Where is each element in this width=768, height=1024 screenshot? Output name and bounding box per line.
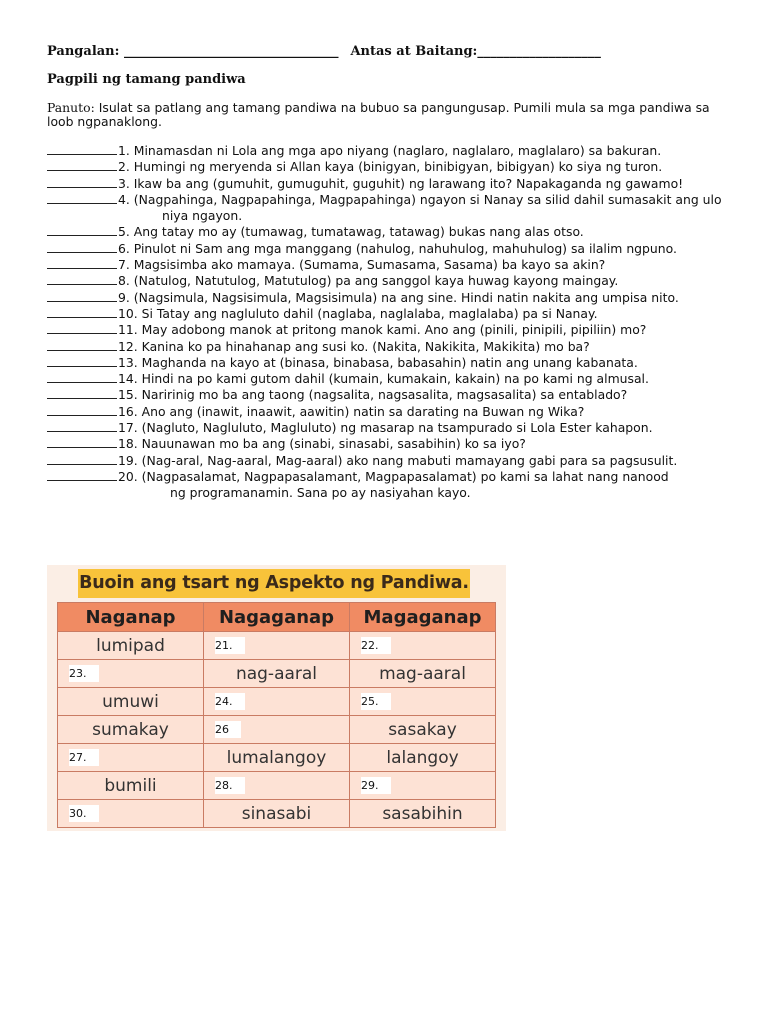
table-header-row bbox=[58, 603, 496, 632]
aspect-table bbox=[57, 602, 496, 828]
answer-number: 30. bbox=[69, 805, 99, 822]
table-row bbox=[58, 632, 496, 660]
question-number: 7. bbox=[118, 257, 134, 273]
answer-blank[interactable] bbox=[47, 291, 117, 302]
question-text: Hindi na po kami gutom dahil (kumain, kumakain, kakain) na po kami ng almusal. bbox=[141, 371, 649, 387]
name-field-label[interactable]: Pangalan: _________________________________ bbox=[47, 44, 339, 59]
question-item bbox=[47, 420, 747, 436]
verb-cell: sasabihin bbox=[350, 800, 496, 828]
question-list bbox=[47, 143, 747, 502]
question-number: 8. bbox=[118, 273, 134, 289]
question-item bbox=[47, 404, 747, 420]
answer-number: 23. bbox=[69, 665, 99, 682]
verb-cell: lumalangoy bbox=[204, 744, 350, 772]
question-item bbox=[47, 355, 747, 371]
answer-number: 27. bbox=[69, 749, 99, 766]
question-item bbox=[47, 224, 747, 240]
chart-title: Buoin ang tsart ng Aspekto ng Pandiwa. bbox=[78, 569, 470, 598]
table-row bbox=[58, 744, 496, 772]
question-item bbox=[47, 436, 747, 452]
question-text: Maghanda na kayo at (binasa, binabasa, babasahin) natin ang unang kabanata. bbox=[141, 354, 638, 370]
question-number: 12. bbox=[118, 338, 142, 354]
answer-blank[interactable] bbox=[47, 405, 117, 416]
question-number: 20. bbox=[118, 468, 142, 484]
question-text: (Nagpahinga, Nagpapahinga, Magpapahinga) ngayon si Nanay sa silid dahil sumasakit ang ulo bbox=[133, 191, 722, 207]
answer-blank[interactable] bbox=[47, 193, 117, 204]
question-item bbox=[47, 387, 747, 403]
header-line bbox=[47, 44, 601, 59]
answer-cell[interactable] bbox=[58, 660, 204, 688]
column-header: Magaganap bbox=[350, 603, 496, 632]
answer-blank[interactable] bbox=[47, 323, 117, 334]
question-text: Pinulot ni Sam ang mga manggang (nahulog, nahuhulog, mahuhulog) sa ilalim ngpuno. bbox=[133, 240, 677, 256]
question-item bbox=[47, 159, 747, 175]
answer-number: 25. bbox=[361, 693, 391, 710]
verb-cell: umuwi bbox=[58, 688, 204, 716]
question-text: (Nagluto, Nagluluto, Magluluto) ng masarap na tsampurado si Lola Ester kahapon. bbox=[141, 420, 653, 436]
answer-blank[interactable] bbox=[47, 144, 117, 155]
question-number: 10. bbox=[118, 305, 142, 321]
verb-cell: nag-aaral bbox=[204, 660, 350, 688]
instructions-text: Isulat sa patlang ang tamang pandiwa na bubuo sa pangungusap. Pumili mula sa mga pandiwa sa loob ngpanaklong. bbox=[47, 100, 710, 129]
question-number: 15. bbox=[118, 387, 142, 403]
question-number: 1. bbox=[118, 143, 134, 158]
question-item bbox=[47, 241, 747, 257]
verb-cell: sasakay bbox=[350, 716, 496, 744]
table-row bbox=[58, 716, 496, 744]
verb-cell: sumakay bbox=[58, 716, 204, 744]
answer-cell[interactable] bbox=[58, 744, 204, 772]
answer-cell[interactable] bbox=[204, 632, 350, 660]
question-item bbox=[47, 322, 747, 338]
question-number: 14. bbox=[118, 371, 142, 387]
question-text: Ano ang (inawit, inaawit, aawitin) natin sa darating na Buwan ng Wika? bbox=[141, 403, 585, 419]
question-item bbox=[47, 176, 747, 192]
column-header: Naganap bbox=[58, 603, 204, 632]
answer-blank[interactable] bbox=[47, 307, 117, 318]
answer-cell[interactable] bbox=[204, 716, 350, 744]
question-number: 11. bbox=[118, 322, 142, 338]
question-item bbox=[47, 192, 747, 208]
answer-blank[interactable] bbox=[47, 242, 117, 253]
question-number: 6. bbox=[118, 240, 134, 256]
question-text: Ang tatay mo ay (tumawag, tumatawag, tatawag) bukas nang alas otso. bbox=[133, 224, 584, 240]
question-text: (Nagsimula, Nagsisimula, Magsisimula) na ang sine. Hindi natin nakita ang umpisa nito. bbox=[133, 289, 679, 305]
question-item bbox=[47, 257, 747, 273]
question-text: May adobong manok at pritong manok kami. Ano ang (pinili, pinipili, pipiliin) mo? bbox=[141, 322, 647, 338]
answer-blank[interactable] bbox=[47, 421, 117, 432]
question-number: 2. bbox=[118, 159, 134, 175]
question-text: Naririnig mo ba ang taong (nagsalita, nagsasalita, magsasalita) sa entablado? bbox=[141, 387, 628, 403]
question-text: Kanina ko pa hinahanap ang susi ko. (Nakita, Nakikita, Makikita) mo ba? bbox=[141, 338, 590, 354]
verb-cell: sinasabi bbox=[204, 800, 350, 828]
answer-blank[interactable] bbox=[47, 340, 117, 351]
question-text: Si Tatay ang nagluluto dahil (naglaba, naglalaba, maglalaba) pa si Nanay. bbox=[141, 305, 598, 321]
question-number: 5. bbox=[118, 224, 134, 240]
answer-blank[interactable] bbox=[47, 454, 117, 465]
question-number: 3. bbox=[118, 175, 134, 191]
answer-cell[interactable] bbox=[58, 800, 204, 828]
answer-number: 24. bbox=[215, 693, 245, 710]
question-text: (Nagpasalamat, Nagpapasalamant, Magpapasalamat) po kami sa lahat nang nanood bbox=[141, 468, 669, 484]
question-number: 17. bbox=[118, 420, 142, 436]
table-row bbox=[58, 800, 496, 828]
question-item bbox=[47, 469, 747, 485]
question-number: 16. bbox=[118, 403, 142, 419]
answer-number: 28. bbox=[215, 777, 245, 794]
table-row bbox=[58, 688, 496, 716]
question-item bbox=[47, 290, 747, 306]
answer-cell[interactable] bbox=[350, 688, 496, 716]
worksheet-title: Pagpili ng tamang pandiwa bbox=[47, 72, 246, 87]
answer-number: 29. bbox=[361, 777, 391, 794]
question-item bbox=[47, 273, 747, 289]
verb-cell: lumipad bbox=[58, 632, 204, 660]
answer-blank[interactable] bbox=[47, 470, 117, 481]
answer-blank[interactable] bbox=[47, 225, 117, 236]
question-number: 19. bbox=[118, 452, 142, 468]
answer-cell[interactable] bbox=[350, 632, 496, 660]
question-continuation: niya ngayon. bbox=[162, 208, 243, 224]
answer-blank[interactable] bbox=[47, 274, 117, 285]
question-item bbox=[47, 339, 747, 355]
question-text: (Natulog, Natutulog, Matutulog) pa ang sanggol kaya huwag kayong maingay. bbox=[133, 273, 619, 289]
question-item bbox=[47, 453, 747, 469]
answer-blank[interactable] bbox=[47, 356, 117, 367]
answer-cell[interactable] bbox=[204, 772, 350, 800]
answer-blank[interactable] bbox=[47, 258, 117, 269]
answer-number: 22. bbox=[361, 637, 391, 654]
answer-blank[interactable] bbox=[47, 388, 117, 399]
question-continuation: ng programanamin. Sana po ay nasiyahan kayo. bbox=[170, 485, 471, 501]
question-text: Minamasdan ni Lola ang mga apo niyang (naglaro, naglalaro, maglalaro) sa bakuran. bbox=[133, 143, 662, 158]
question-text: Humingi ng meryenda si Allan kaya (binigyan, binibigyan, bibigyan) ko siya ng turon. bbox=[133, 159, 663, 175]
question-item bbox=[47, 306, 747, 322]
question-text: (Nag-aral, Nag-aaral, Mag-aaral) ako nang mabuti mamayang gabi para sa pagsusulit. bbox=[141, 452, 678, 468]
answer-number: 26 bbox=[215, 721, 241, 738]
question-number: 9. bbox=[118, 289, 134, 305]
question-number: 13. bbox=[118, 354, 142, 370]
answer-blank[interactable] bbox=[47, 437, 117, 448]
answer-cell[interactable] bbox=[204, 688, 350, 716]
question-text: Ikaw ba ang (gumuhit, gumuguhit, guguhit) ng larawang ito? Napakaganda ng gawamo! bbox=[133, 175, 684, 191]
question-item bbox=[47, 143, 747, 159]
aspect-chart bbox=[47, 565, 506, 831]
instructions-label: Panuto: bbox=[47, 100, 95, 115]
question-item bbox=[47, 371, 747, 387]
answer-blank[interactable] bbox=[47, 177, 117, 188]
table-body bbox=[58, 632, 496, 828]
answer-blank[interactable] bbox=[47, 372, 117, 383]
answer-number: 21. bbox=[215, 637, 245, 654]
answer-cell[interactable] bbox=[350, 772, 496, 800]
verb-cell: lalangoy bbox=[350, 744, 496, 772]
table-row bbox=[58, 660, 496, 688]
column-header: Nagaganap bbox=[204, 603, 350, 632]
question-number: 4. bbox=[118, 191, 134, 207]
answer-blank[interactable] bbox=[47, 160, 117, 171]
verb-cell: mag-aaral bbox=[350, 660, 496, 688]
grade-field-label[interactable]: Antas at Baitang:___________________ bbox=[350, 44, 601, 59]
instructions bbox=[47, 101, 737, 129]
table-row bbox=[58, 772, 496, 800]
question-text: Magsisimba ako mamaya. (Sumama, Sumasama, Sasama) ba kayo sa akin? bbox=[133, 257, 606, 273]
question-number: 18. bbox=[118, 436, 142, 452]
verb-cell: bumili bbox=[58, 772, 204, 800]
question-text: Nauunawan mo ba ang (sinabi, sinasabi, sasabihin) ko sa iyo? bbox=[141, 436, 526, 452]
